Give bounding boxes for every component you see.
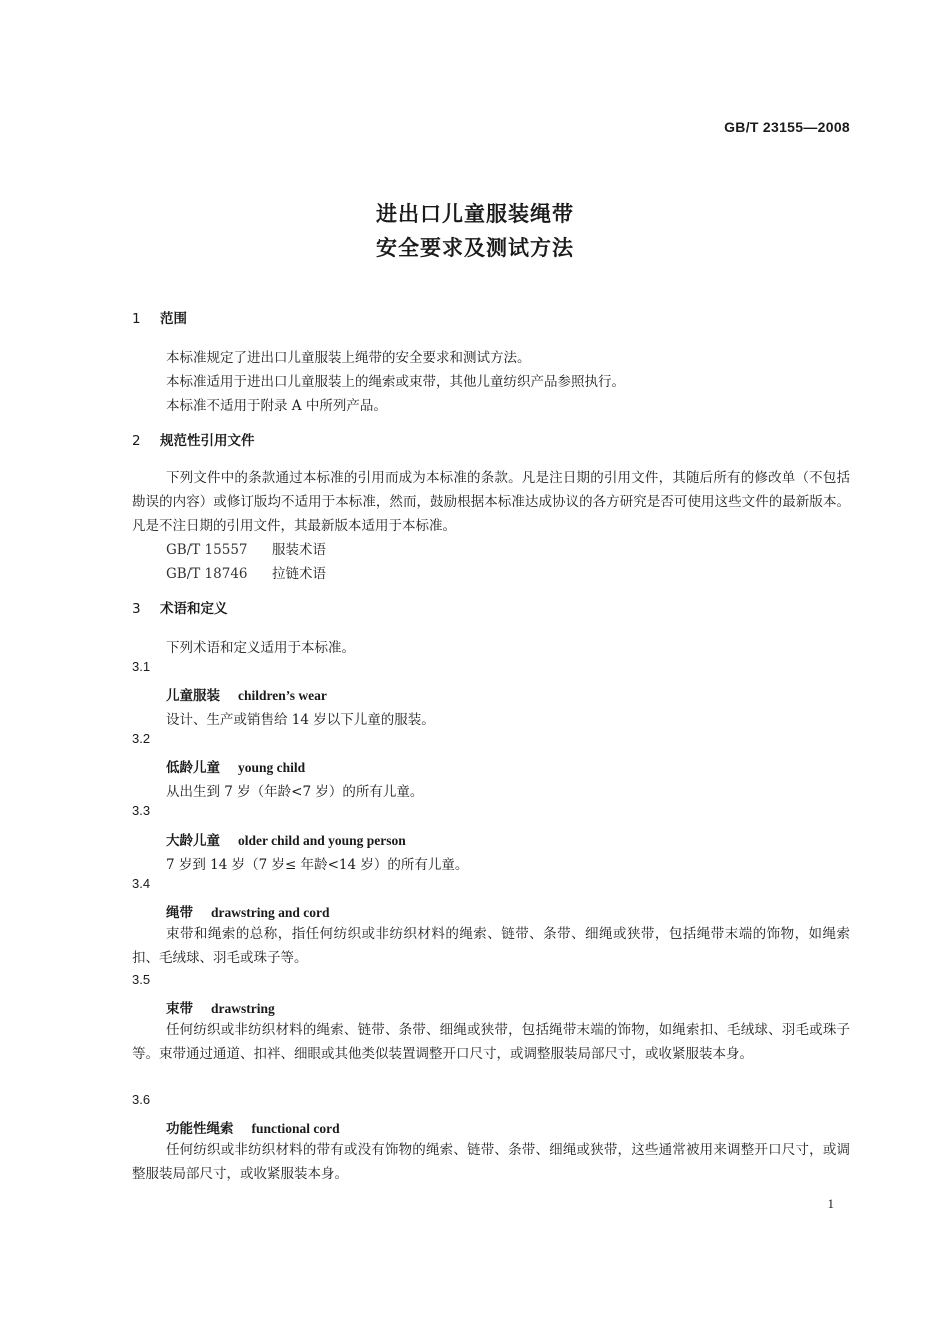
normative-reference — [166, 562, 326, 582]
term-en: functional cord — [251, 1121, 340, 1136]
term-en: older child and young person — [238, 833, 406, 848]
term-heading — [166, 901, 330, 921]
reference-code: GB/T 18746 — [166, 566, 248, 582]
term-number: 3.4 — [132, 876, 151, 891]
term-en: drawstring and cord — [211, 905, 330, 920]
document-title-line-1: 进出口儿童服装绳带 — [376, 202, 574, 226]
section-number: 2 — [132, 433, 141, 449]
paragraph: 下列文件中的条款通过本标准的引用而成为本标准的条款。凡是注日期的引用文件，其随后所有的修改单（不包括勘误的内容）或修订版均不适用于本标准，然而，鼓励根据本标准达成协议的各方研究是否可使用这些文件的最新版本。凡是不注日期的引用文件，其最新版本适用于本标准。 — [132, 470, 850, 534]
section-1-heading — [132, 307, 187, 327]
term-zh: 功能性绳索 — [166, 1121, 234, 1137]
paragraph: 下列术语和定义适用于本标准。 — [166, 640, 355, 656]
term-en: children’s wear — [238, 688, 327, 703]
term-heading — [166, 829, 406, 849]
section-title: 范围 — [160, 311, 187, 327]
term-en: drawstring — [211, 1001, 275, 1016]
reference-name: 拉链术语 — [272, 566, 326, 582]
document-title-line-2: 安全要求及测试方法 — [376, 236, 574, 260]
term-number: 3.2 — [132, 731, 151, 746]
term-definition: 设计、生产或销售给 14 岁以下儿童的服装。 — [166, 712, 435, 728]
term-heading — [166, 997, 275, 1017]
term-number: 3.5 — [132, 972, 151, 987]
paragraph: 本标准规定了进出口儿童服装上绳带的安全要求和测试方法。 — [166, 350, 531, 366]
term-number: 3.3 — [132, 803, 151, 818]
paragraph: 本标准适用于进出口儿童服装上的绳索或束带，其他儿童纺织产品参照执行。 — [166, 374, 625, 390]
term-zh: 大龄儿童 — [166, 833, 220, 849]
term-zh: 低龄儿童 — [166, 760, 220, 776]
term-en: young child — [238, 760, 306, 775]
term-heading — [166, 756, 305, 776]
term-number: 3.1 — [132, 659, 151, 674]
section-number: 3 — [132, 601, 141, 617]
term-definition: 从出生到 7 岁（年龄<7 岁）的所有儿童。 — [166, 784, 424, 800]
reference-name: 服装术语 — [272, 542, 326, 558]
term-zh: 束带 — [166, 1001, 193, 1017]
section-2-heading — [132, 429, 255, 449]
section-number: 1 — [132, 311, 141, 327]
standard-code: GB/T 23155—2008 — [724, 119, 850, 135]
term-definition: 束带和绳索的总称，指任何纺织或非纺织材料的绳索、链带、条带、细绳或狭带，包括绳带末端的饰物，如绳索扣、毛绒球、羽毛或珠子等。 — [132, 926, 850, 966]
normative-reference — [166, 538, 326, 558]
term-heading — [166, 1117, 340, 1137]
page-number: 1 — [827, 1196, 834, 1211]
term-definition: 任何纺织或非纺织材料的带有或没有饰物的绳索、链带、条带、细绳或狭带，这些通常被用来调整开口尺寸，或调整服装局部尺寸，或收紧服装本身。 — [132, 1142, 850, 1182]
term-definition: 7 岁到 14 岁（7 岁≤ 年龄<14 岁）的所有儿童。 — [166, 857, 469, 873]
term-definition: 任何纺织或非纺织材料的绳索、链带、条带、细绳或狭带，包括绳带末端的饰物，如绳索扣、毛绒球、羽毛或珠子等。束带通过通道、扣袢、细眼或其他类似装置调整开口尺寸，或调整服装局部尺寸，或收紧服装本身。 — [132, 1022, 850, 1062]
term-number: 3.6 — [132, 1092, 151, 1107]
term-heading — [166, 684, 327, 704]
section-title: 规范性引用文件 — [160, 433, 255, 449]
paragraph: 本标准不适用于附录 A 中所列产品。 — [166, 398, 387, 414]
section-title: 术语和定义 — [160, 601, 228, 617]
reference-code: GB/T 15557 — [166, 542, 248, 558]
section-3-heading — [132, 597, 228, 617]
term-zh: 绳带 — [166, 905, 193, 921]
term-zh: 儿童服装 — [166, 688, 220, 704]
